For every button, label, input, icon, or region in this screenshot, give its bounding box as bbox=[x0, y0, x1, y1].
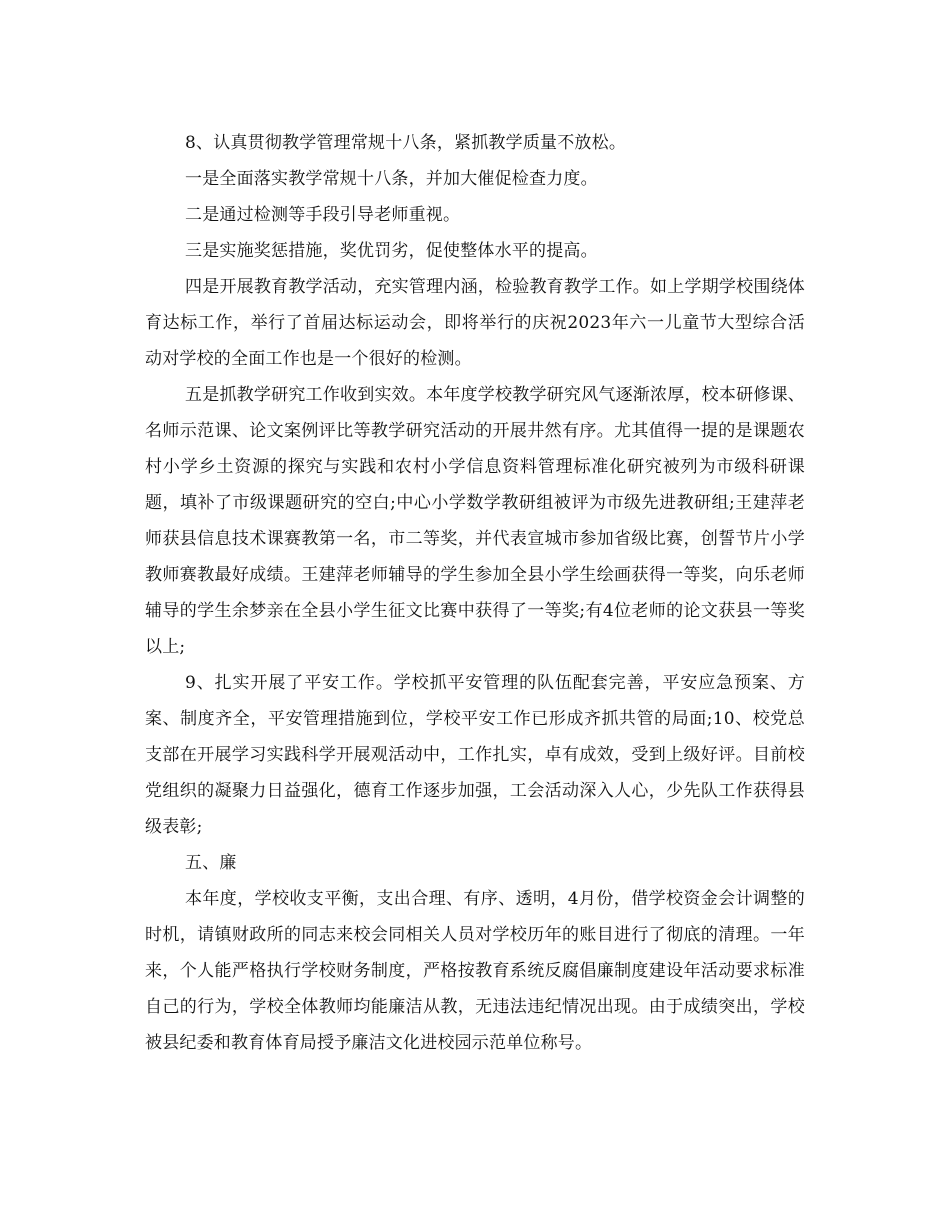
document-body bbox=[145, 125, 805, 1061]
paragraph-item-8: 8、认真贯彻教学管理常规十八条，紧抓教学质量不放松。 bbox=[185, 133, 627, 153]
paragraph-point-three: 三是实施奖惩措施，奖优罚劣，促使整体水平的提高。 bbox=[185, 241, 598, 261]
paragraph-point-two: 二是通过检测等手段引导老师重视。 bbox=[185, 205, 461, 225]
paragraph-integrity: 本年度，学校收支平衡，支出合理、有序、透明，4月份，借学校资金会计调整的时机，请镇财政所的同志来校会同相关人员对学校历年的账目进行了彻底的清理。一年来，个人能严格执行学校财务制度，严格按教育系统反腐倡廉制度建设年活动要求标准自己的行为，学校全体教师均能廉洁从教，无违法违纪情况出现。由于成绩突出，学校被县纪委和教育体育局授予廉洁文化进校园示范单位称号。 bbox=[145, 889, 805, 1053]
paragraph-item-9: 9、扎实开展了平安工作。学校抓平安管理的队伍配套完善，平安应急预案、方案、制度齐全，平安管理措施到位，学校平安工作已形成齐抓共管的局面;10、校党总支部在开展学习实践科学开展观活动中，工作扎实，卓有成效，受到上级好评。目前校党组织的凝聚力日益强化，德育工作逐步加强，工会活动深入人心，少先队工作获得县级表彰; bbox=[145, 673, 805, 837]
paragraph-point-four: 四是开展教育教学活动，充实管理内涵，检验教育教学工作。如上学期学校围绕体育达标工作，举行了首届达标运动会，即将举行的庆祝2023年六一儿童节大型综合活动对学校的全面工作也是一个很好的检测。 bbox=[145, 277, 805, 369]
paragraph-point-one: 一是全面落实教学常规十八条，并加大催促检查力度。 bbox=[185, 169, 598, 189]
section-heading-integrity: 五、廉 bbox=[185, 853, 237, 873]
paragraph-point-five: 五是抓教学研究工作收到实效。本年度学校教学研究风气逐渐浓厚，校本研修课、名师示范课、论文案例评比等教学研究活动的开展井然有序。尤其值得一提的是课题农村小学乡土资源的探究与实践和农村小学信息资料管理标准化研究被列为市级科研课题，填补了市级课题研究的空白;中心小学数学教研组被评为市级先进教研组;王建萍老师获县信息技术课赛教第一名，市二等奖，并代表宣城市参加省级比赛，创誓节片小学教师赛教最好成绩。王建萍老师辅导的学生参加全县小学生绘画获得一等奖，向乐老师辅导的学生余梦亲在全县小学生征文比赛中获得了一等奖;有4位老师的论文获县一等奖以上; bbox=[145, 385, 805, 657]
